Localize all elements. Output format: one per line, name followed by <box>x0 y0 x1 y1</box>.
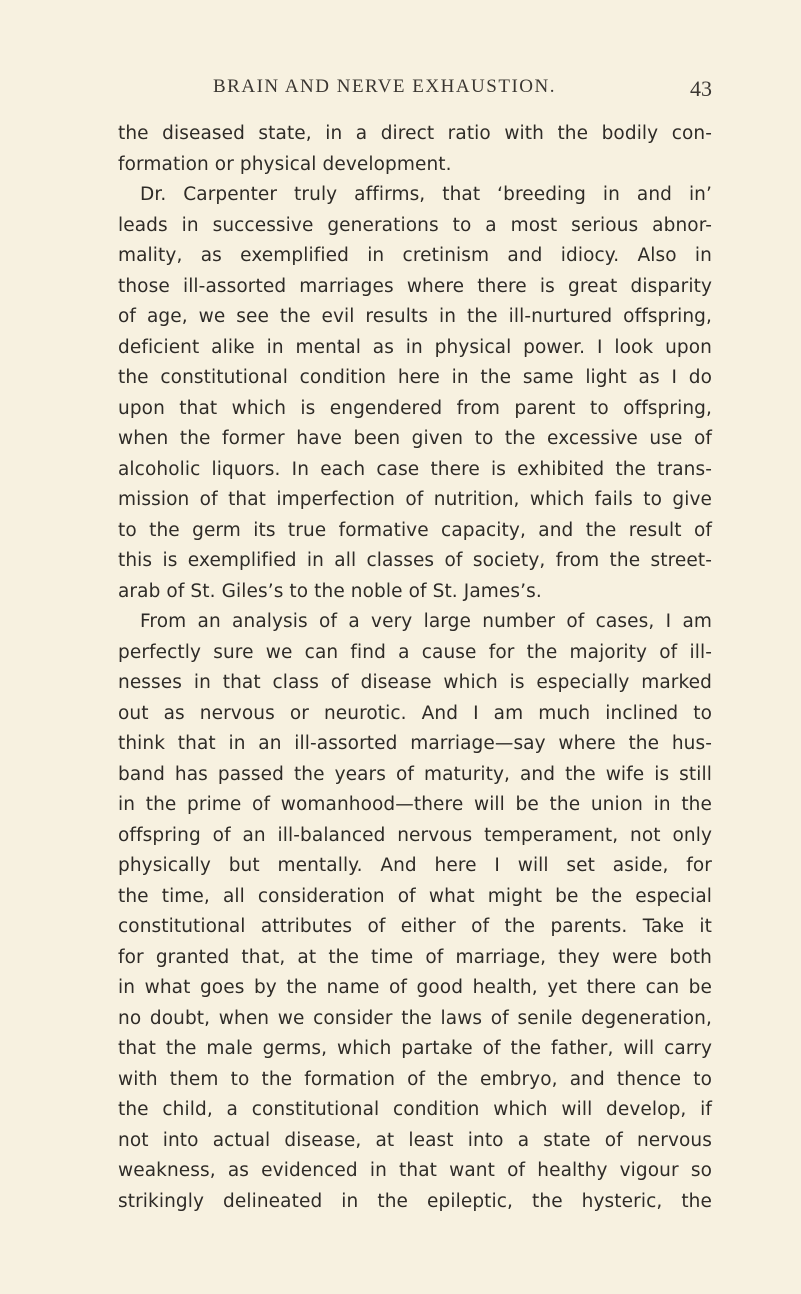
text-line: leads in successive generations to a most serious abnor- <box>118 214 712 236</box>
page-number: 43 <box>690 76 712 101</box>
text-line: constitutional attributes of either of the parents. Take it <box>118 916 712 937</box>
text-line: in the prime of womanhood—there will be the union in the <box>118 794 712 815</box>
text-line: with them to the formation of the embryo, and thence to <box>118 1068 712 1090</box>
body-text <box>118 119 712 1217</box>
text-line: when the former have been given to the excessive use of <box>118 428 712 449</box>
text-line: formation or physical development. <box>118 153 452 175</box>
text-line: of age, we see the evil results in the ill-nurtured offspring, <box>118 306 712 327</box>
running-title: BRAIN AND NERVE EXHAUSTION. <box>213 76 556 97</box>
text-line: strikingly delineated in the epileptic, the hysteric, the <box>118 1190 712 1212</box>
text-line: think that in an ill-assorted marriage—say where the hus- <box>118 733 712 754</box>
text-line: band has passed the years of maturity, and the wife is still <box>118 763 712 785</box>
text-line: deficient alike in mental as in physical power. I look upon <box>118 336 712 358</box>
text-line: in what goes by the name of good health, yet there can be <box>118 977 712 998</box>
text-line: the child, a constitutional condition which will develop, if <box>118 1099 712 1120</box>
text-line: the constitutional condition here in the same light as I do <box>118 367 712 388</box>
text-line: weakness, as evidenced in that want of healthy vigour so <box>118 1160 712 1181</box>
text-line: mality, as exemplified in cretinism and idiocy. Also in <box>118 245 712 266</box>
text-line: to the germ its true formative capacity, and the result of <box>118 519 712 541</box>
text-line: Dr. Carpenter truly affirms, that ‘breeding in and in’ <box>140 184 712 205</box>
text-line: nesses in that class of disease which is especially marked <box>118 672 712 693</box>
text-line: not into actual disease, at least into a state of nervous <box>118 1129 712 1151</box>
running-head <box>118 76 712 106</box>
text-line: upon that which is engendered from parent to offspring, <box>118 397 712 419</box>
text-line: perfectly sure we can find a cause for the majority of ill- <box>118 641 712 663</box>
text-line: alcoholic liquors. In each case there is exhibited the trans- <box>118 458 712 480</box>
text-line: physically but mentally. And here I will set aside, for <box>118 855 712 876</box>
text-line: no doubt, when we consider the laws of senile degeneration, <box>118 1007 712 1029</box>
text-line: that the male germs, which partake of the father, will carry <box>118 1038 712 1059</box>
text-line: those ill-assorted marriages where there is great disparity <box>118 275 712 297</box>
text-line: the time, all consideration of what might be the especial <box>118 885 712 907</box>
text-line: mission of that imperfection of nutrition, which fails to give <box>118 489 712 510</box>
text-line: for granted that, at the time of marriage, they were both <box>118 946 712 968</box>
text-line: arab of St. Giles’s to the noble of St. James’s. <box>118 580 542 602</box>
text-line: out as nervous or neurotic. And I am much inclined to <box>118 702 712 724</box>
text-line: the diseased state, in a direct ratio with the bodily con- <box>118 123 712 144</box>
text-line: this is exemplified in all classes of society, from the street- <box>118 550 712 571</box>
text-line: offspring of an ill-balanced nervous temperament, not only <box>118 824 712 846</box>
text-line: From an analysis of a very large number of cases, I am <box>140 611 712 632</box>
